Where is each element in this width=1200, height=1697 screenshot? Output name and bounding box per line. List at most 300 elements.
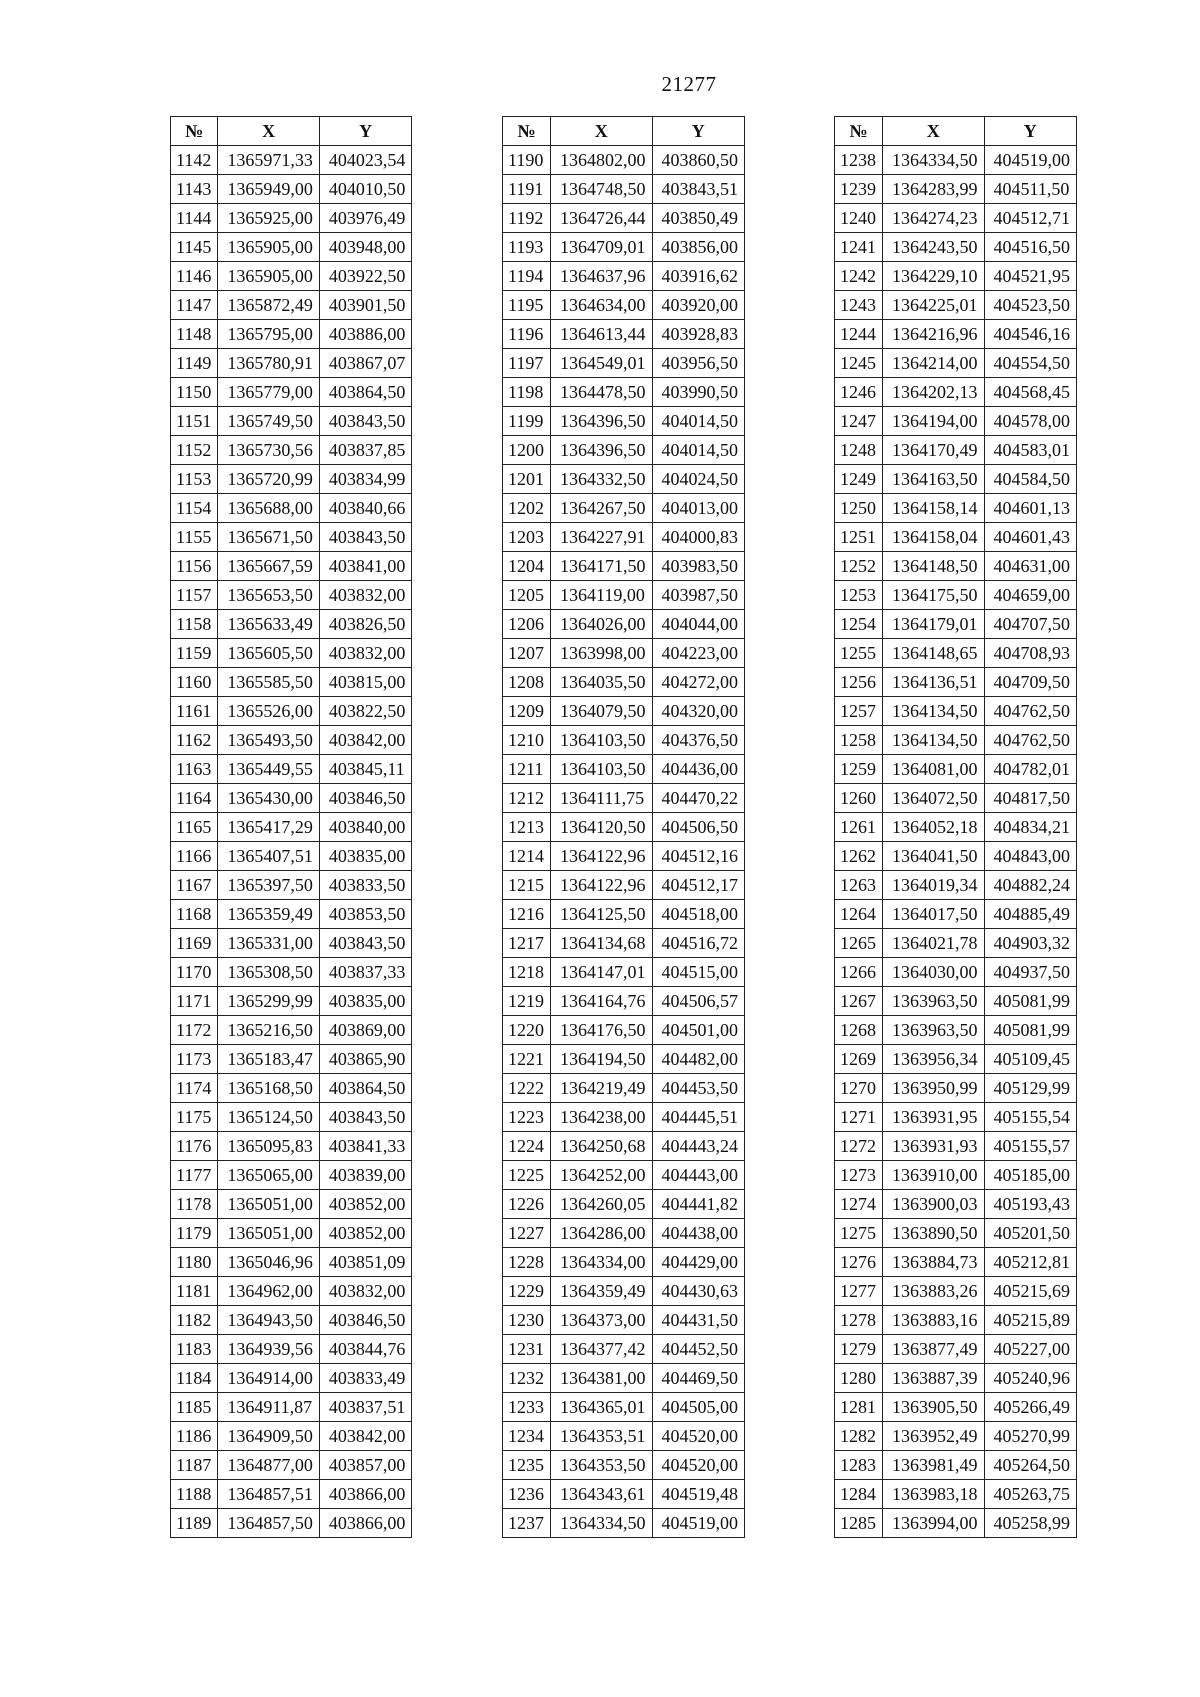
table-row: [171, 1103, 412, 1132]
table-row: [503, 407, 745, 436]
y-coordinate-cell: 405215,89: [984, 1306, 1077, 1335]
x-coordinate-cell: 1364119,00: [551, 581, 653, 610]
point-number-cell: 1233: [503, 1393, 551, 1422]
y-coordinate-cell: 403832,00: [319, 1277, 412, 1306]
table-row: [171, 1335, 412, 1364]
y-coordinate-cell: 403990,50: [652, 378, 745, 407]
x-coordinate-cell: 1363887,39: [883, 1364, 985, 1393]
table-row: [171, 1451, 412, 1480]
table-row: [835, 726, 1077, 755]
y-coordinate-cell: 403916,62: [652, 262, 745, 291]
y-coordinate-cell: 404601,13: [984, 494, 1077, 523]
y-coordinate-cell: 404882,24: [984, 871, 1077, 900]
y-coordinate-cell: 404516,72: [652, 929, 745, 958]
point-number-cell: 1258: [835, 726, 883, 755]
y-coordinate-cell: 404511,50: [984, 175, 1077, 204]
table-row: [835, 552, 1077, 581]
table-row: [835, 813, 1077, 842]
table-row: [503, 1190, 745, 1219]
point-number-cell: 1265: [835, 929, 883, 958]
y-coordinate-cell: 405193,43: [984, 1190, 1077, 1219]
point-number-cell: 1147: [171, 291, 218, 320]
point-number-cell: 1175: [171, 1103, 218, 1132]
x-coordinate-cell: 1364103,50: [551, 755, 653, 784]
point-number-cell: 1285: [835, 1509, 883, 1538]
table-row: [171, 1016, 412, 1045]
table-row: [835, 581, 1077, 610]
table-row: [171, 755, 412, 784]
table-row: [835, 639, 1077, 668]
x-coordinate-cell: 1364122,96: [551, 871, 653, 900]
point-number-cell: 1167: [171, 871, 218, 900]
table-row: [835, 1480, 1077, 1509]
header-x: X: [551, 117, 653, 146]
x-coordinate-cell: 1364225,01: [883, 291, 985, 320]
y-coordinate-cell: 403865,90: [319, 1045, 412, 1074]
y-coordinate-cell: 403857,00: [319, 1451, 412, 1480]
point-number-cell: 1165: [171, 813, 218, 842]
table-row: [171, 1219, 412, 1248]
y-coordinate-cell: 404659,00: [984, 581, 1077, 610]
x-coordinate-cell: 1365925,00: [218, 204, 320, 233]
table-row: [835, 204, 1077, 233]
x-coordinate-cell: 1364334,00: [551, 1248, 653, 1277]
y-coordinate-cell: 404762,50: [984, 726, 1077, 755]
x-coordinate-cell: 1364122,96: [551, 842, 653, 871]
y-coordinate-cell: 404782,01: [984, 755, 1077, 784]
point-number-cell: 1254: [835, 610, 883, 639]
table-row: [503, 813, 745, 842]
y-coordinate-cell: 403841,33: [319, 1132, 412, 1161]
x-coordinate-cell: 1364148,50: [883, 552, 985, 581]
point-number-cell: 1212: [503, 784, 551, 813]
table-row: [171, 929, 412, 958]
point-number-cell: 1282: [835, 1422, 883, 1451]
x-coordinate-cell: 1364021,78: [883, 929, 985, 958]
point-number-cell: 1263: [835, 871, 883, 900]
x-coordinate-cell: 1364179,01: [883, 610, 985, 639]
point-number-cell: 1187: [171, 1451, 218, 1480]
y-coordinate-cell: 403856,00: [652, 233, 745, 262]
y-coordinate-cell: 404376,50: [652, 726, 745, 755]
table-row: [171, 349, 412, 378]
point-number-cell: 1157: [171, 581, 218, 610]
x-coordinate-cell: 1364134,50: [883, 726, 985, 755]
table-row: [171, 175, 412, 204]
table-row: [503, 639, 745, 668]
point-number-cell: 1228: [503, 1248, 551, 1277]
x-coordinate-cell: 1364202,13: [883, 378, 985, 407]
x-coordinate-cell: 1365905,00: [218, 233, 320, 262]
table-row: [835, 1364, 1077, 1393]
table-row: [503, 552, 745, 581]
table-row: [503, 1248, 745, 1277]
y-coordinate-cell: 404445,51: [652, 1103, 745, 1132]
x-coordinate-cell: 1364857,51: [218, 1480, 320, 1509]
table-header-row: [835, 117, 1077, 146]
point-number-cell: 1252: [835, 552, 883, 581]
point-number-cell: 1151: [171, 407, 218, 436]
y-coordinate-cell: 403842,00: [319, 1422, 412, 1451]
point-number-cell: 1182: [171, 1306, 218, 1335]
y-coordinate-cell: 404000,83: [652, 523, 745, 552]
x-coordinate-cell: 1364343,61: [551, 1480, 653, 1509]
table-row: [503, 842, 745, 871]
x-coordinate-cell: 1364081,00: [883, 755, 985, 784]
x-coordinate-cell: 1365359,49: [218, 900, 320, 929]
table-row: [503, 987, 745, 1016]
point-number-cell: 1170: [171, 958, 218, 987]
x-coordinate-cell: 1365526,00: [218, 697, 320, 726]
x-coordinate-cell: 1364072,50: [883, 784, 985, 813]
y-coordinate-cell: 404762,50: [984, 697, 1077, 726]
header-y: Y: [319, 117, 412, 146]
y-coordinate-cell: 403840,00: [319, 813, 412, 842]
y-coordinate-cell: 404441,82: [652, 1190, 745, 1219]
y-coordinate-cell: 403864,50: [319, 378, 412, 407]
x-coordinate-cell: 1364373,00: [551, 1306, 653, 1335]
y-coordinate-cell: 404431,50: [652, 1306, 745, 1335]
y-coordinate-cell: 404516,50: [984, 233, 1077, 262]
y-coordinate-cell: 403864,50: [319, 1074, 412, 1103]
point-number-cell: 1232: [503, 1364, 551, 1393]
table-row: [835, 1074, 1077, 1103]
y-coordinate-cell: 403843,50: [319, 929, 412, 958]
point-number-cell: 1242: [835, 262, 883, 291]
table-row: [503, 204, 745, 233]
table-row: [835, 1016, 1077, 1045]
table-row: [503, 755, 745, 784]
y-coordinate-cell: 404834,21: [984, 813, 1077, 842]
y-coordinate-cell: 403835,00: [319, 987, 412, 1016]
point-number-cell: 1262: [835, 842, 883, 871]
table-row: [171, 465, 412, 494]
y-coordinate-cell: 404469,50: [652, 1364, 745, 1393]
point-number-cell: 1219: [503, 987, 551, 1016]
x-coordinate-cell: 1364214,00: [883, 349, 985, 378]
table-row: [835, 668, 1077, 697]
x-coordinate-cell: 1365949,00: [218, 175, 320, 204]
y-coordinate-cell: 404519,00: [984, 146, 1077, 175]
header-number: №: [835, 117, 883, 146]
table-row: [835, 291, 1077, 320]
x-coordinate-cell: 1364877,00: [218, 1451, 320, 1480]
table-row: [171, 639, 412, 668]
point-number-cell: 1214: [503, 842, 551, 871]
y-coordinate-cell: 405155,54: [984, 1103, 1077, 1132]
table-row: [835, 1132, 1077, 1161]
x-coordinate-cell: 1365397,50: [218, 871, 320, 900]
x-coordinate-cell: 1364136,51: [883, 668, 985, 697]
table-row: [503, 900, 745, 929]
y-coordinate-cell: 403840,66: [319, 494, 412, 523]
x-coordinate-cell: 1364377,42: [551, 1335, 653, 1364]
y-coordinate-cell: 404436,00: [652, 755, 745, 784]
point-number-cell: 1269: [835, 1045, 883, 1074]
x-coordinate-cell: 1364911,87: [218, 1393, 320, 1422]
point-number-cell: 1247: [835, 407, 883, 436]
table-row: [503, 465, 745, 494]
y-coordinate-cell: 404578,00: [984, 407, 1077, 436]
coordinate-table-3: [834, 116, 1077, 1538]
x-coordinate-cell: 1365493,50: [218, 726, 320, 755]
y-coordinate-cell: 403976,49: [319, 204, 412, 233]
table-row: [171, 581, 412, 610]
x-coordinate-cell: 1364158,14: [883, 494, 985, 523]
point-number-cell: 1188: [171, 1480, 218, 1509]
table-row: [171, 1132, 412, 1161]
y-coordinate-cell: 403843,51: [652, 175, 745, 204]
table-row: [835, 320, 1077, 349]
x-coordinate-cell: 1364170,49: [883, 436, 985, 465]
x-coordinate-cell: 1363905,50: [883, 1393, 985, 1422]
y-coordinate-cell: 404453,50: [652, 1074, 745, 1103]
point-number-cell: 1216: [503, 900, 551, 929]
point-number-cell: 1169: [171, 929, 218, 958]
y-coordinate-cell: 405240,96: [984, 1364, 1077, 1393]
table-row: [835, 1422, 1077, 1451]
x-coordinate-cell: 1364194,00: [883, 407, 985, 436]
point-number-cell: 1178: [171, 1190, 218, 1219]
x-coordinate-cell: 1364176,50: [551, 1016, 653, 1045]
y-coordinate-cell: 403901,50: [319, 291, 412, 320]
x-coordinate-cell: 1363963,50: [883, 987, 985, 1016]
table-row: [503, 1161, 745, 1190]
x-coordinate-cell: 1364939,56: [218, 1335, 320, 1364]
point-number-cell: 1221: [503, 1045, 551, 1074]
table-row: [503, 1306, 745, 1335]
table-row: [171, 813, 412, 842]
table-row: [835, 465, 1077, 494]
point-number-cell: 1277: [835, 1277, 883, 1306]
point-number-cell: 1268: [835, 1016, 883, 1045]
table-row: [503, 726, 745, 755]
x-coordinate-cell: 1364079,50: [551, 697, 653, 726]
table-row: [835, 900, 1077, 929]
table-row: [835, 1451, 1077, 1480]
y-coordinate-cell: 404584,50: [984, 465, 1077, 494]
point-number-cell: 1164: [171, 784, 218, 813]
x-coordinate-cell: 1365671,50: [218, 523, 320, 552]
table-row: [503, 958, 745, 987]
table-row: [835, 233, 1077, 262]
x-coordinate-cell: 1364252,00: [551, 1161, 653, 1190]
y-coordinate-cell: 404438,00: [652, 1219, 745, 1248]
y-coordinate-cell: 404014,50: [652, 436, 745, 465]
y-coordinate-cell: 403832,00: [319, 581, 412, 610]
page-number: 21277: [661, 72, 717, 96]
table-row: [503, 291, 745, 320]
table-row: [171, 697, 412, 726]
table-row: [171, 320, 412, 349]
x-coordinate-cell: 1363981,49: [883, 1451, 985, 1480]
x-coordinate-cell: 1363883,26: [883, 1277, 985, 1306]
point-number-cell: 1236: [503, 1480, 551, 1509]
x-coordinate-cell: 1363877,49: [883, 1335, 985, 1364]
table-row: [835, 1277, 1077, 1306]
point-number-cell: 1278: [835, 1306, 883, 1335]
y-coordinate-cell: 404707,50: [984, 610, 1077, 639]
x-coordinate-cell: 1363931,93: [883, 1132, 985, 1161]
point-number-cell: 1245: [835, 349, 883, 378]
x-coordinate-cell: 1364194,50: [551, 1045, 653, 1074]
y-coordinate-cell: 405081,99: [984, 1016, 1077, 1045]
y-coordinate-cell: 403928,83: [652, 320, 745, 349]
point-number-cell: 1234: [503, 1422, 551, 1451]
y-coordinate-cell: 404452,50: [652, 1335, 745, 1364]
x-coordinate-cell: 1364748,50: [551, 175, 653, 204]
y-coordinate-cell: 403860,50: [652, 146, 745, 175]
x-coordinate-cell: 1365688,00: [218, 494, 320, 523]
y-coordinate-cell: 405129,99: [984, 1074, 1077, 1103]
point-number-cell: 1179: [171, 1219, 218, 1248]
table-row: [171, 842, 412, 871]
point-number-cell: 1267: [835, 987, 883, 1016]
header-number: №: [503, 117, 551, 146]
y-coordinate-cell: 405212,81: [984, 1248, 1077, 1277]
point-number-cell: 1259: [835, 755, 883, 784]
point-number-cell: 1153: [171, 465, 218, 494]
x-coordinate-cell: 1364802,00: [551, 146, 653, 175]
point-number-cell: 1279: [835, 1335, 883, 1364]
point-number-cell: 1274: [835, 1190, 883, 1219]
point-number-cell: 1158: [171, 610, 218, 639]
point-number-cell: 1196: [503, 320, 551, 349]
y-coordinate-cell: 405266,49: [984, 1393, 1077, 1422]
table-row: [503, 494, 745, 523]
table-row: [171, 726, 412, 755]
x-coordinate-cell: 1365216,50: [218, 1016, 320, 1045]
x-coordinate-cell: 1365780,91: [218, 349, 320, 378]
y-coordinate-cell: 404568,45: [984, 378, 1077, 407]
header-x: X: [218, 117, 320, 146]
x-coordinate-cell: 1365065,00: [218, 1161, 320, 1190]
x-coordinate-cell: 1364283,99: [883, 175, 985, 204]
point-number-cell: 1240: [835, 204, 883, 233]
y-coordinate-cell: 405258,99: [984, 1509, 1077, 1538]
y-coordinate-cell: 405109,45: [984, 1045, 1077, 1074]
table-row: [835, 407, 1077, 436]
x-coordinate-cell: 1363998,00: [551, 639, 653, 668]
x-coordinate-cell: 1365605,50: [218, 639, 320, 668]
y-coordinate-cell: 404430,63: [652, 1277, 745, 1306]
point-number-cell: 1160: [171, 668, 218, 697]
x-coordinate-cell: 1365749,50: [218, 407, 320, 436]
y-coordinate-cell: 403987,50: [652, 581, 745, 610]
table-row: [835, 958, 1077, 987]
table-row: [835, 1161, 1077, 1190]
point-number-cell: 1260: [835, 784, 883, 813]
x-coordinate-cell: 1364171,50: [551, 552, 653, 581]
point-number-cell: 1218: [503, 958, 551, 987]
y-coordinate-cell: 404631,00: [984, 552, 1077, 581]
point-number-cell: 1222: [503, 1074, 551, 1103]
y-coordinate-cell: 404709,50: [984, 668, 1077, 697]
table-row: [503, 1335, 745, 1364]
table-row: [171, 233, 412, 262]
table-row: [171, 1045, 412, 1074]
point-number-cell: 1163: [171, 755, 218, 784]
y-coordinate-cell: 403956,50: [652, 349, 745, 378]
x-coordinate-cell: 1365779,00: [218, 378, 320, 407]
x-coordinate-cell: 1364381,00: [551, 1364, 653, 1393]
table-row: [503, 320, 745, 349]
x-coordinate-cell: 1364229,10: [883, 262, 985, 291]
y-coordinate-cell: 403834,99: [319, 465, 412, 494]
table-row: [503, 1132, 745, 1161]
x-coordinate-cell: 1364334,50: [883, 146, 985, 175]
point-number-cell: 1243: [835, 291, 883, 320]
y-coordinate-cell: 403837,33: [319, 958, 412, 987]
x-coordinate-cell: 1364026,00: [551, 610, 653, 639]
y-coordinate-cell: 404010,50: [319, 175, 412, 204]
coordinate-table-1: [170, 116, 412, 1538]
point-number-cell: 1197: [503, 349, 551, 378]
y-coordinate-cell: 405215,69: [984, 1277, 1077, 1306]
point-number-cell: 1161: [171, 697, 218, 726]
x-coordinate-cell: 1364613,44: [551, 320, 653, 349]
table-row: [835, 755, 1077, 784]
point-number-cell: 1281: [835, 1393, 883, 1422]
x-coordinate-cell: 1365095,83: [218, 1132, 320, 1161]
x-coordinate-cell: 1364134,68: [551, 929, 653, 958]
table-row: [171, 1393, 412, 1422]
table-row: [835, 1248, 1077, 1277]
x-coordinate-cell: 1364227,91: [551, 523, 653, 552]
x-coordinate-cell: 1364359,49: [551, 1277, 653, 1306]
table-row: [503, 233, 745, 262]
y-coordinate-cell: 404320,00: [652, 697, 745, 726]
x-coordinate-cell: 1365046,96: [218, 1248, 320, 1277]
x-coordinate-cell: 1364041,50: [883, 842, 985, 871]
x-coordinate-cell: 1364019,34: [883, 871, 985, 900]
y-coordinate-cell: 404515,00: [652, 958, 745, 987]
x-coordinate-cell: 1363994,00: [883, 1509, 985, 1538]
table-row: [503, 262, 745, 291]
point-number-cell: 1205: [503, 581, 551, 610]
point-number-cell: 1195: [503, 291, 551, 320]
x-coordinate-cell: 1364332,50: [551, 465, 653, 494]
table-row: [171, 552, 412, 581]
point-number-cell: 1173: [171, 1045, 218, 1074]
point-number-cell: 1191: [503, 175, 551, 204]
point-number-cell: 1155: [171, 523, 218, 552]
table-row: [171, 1364, 412, 1393]
point-number-cell: 1166: [171, 842, 218, 871]
x-coordinate-cell: 1363890,50: [883, 1219, 985, 1248]
table-row: [835, 987, 1077, 1016]
point-number-cell: 1238: [835, 146, 883, 175]
y-coordinate-cell: 404937,50: [984, 958, 1077, 987]
y-coordinate-cell: 403866,00: [319, 1509, 412, 1538]
point-number-cell: 1145: [171, 233, 218, 262]
table-row: [835, 494, 1077, 523]
y-coordinate-cell: 404903,32: [984, 929, 1077, 958]
table-row: [171, 291, 412, 320]
x-coordinate-cell: 1363900,03: [883, 1190, 985, 1219]
table-row: [503, 1219, 745, 1248]
table-row: [835, 610, 1077, 639]
point-number-cell: 1206: [503, 610, 551, 639]
x-coordinate-cell: 1365183,47: [218, 1045, 320, 1074]
x-coordinate-cell: 1364017,50: [883, 900, 985, 929]
point-number-cell: 1181: [171, 1277, 218, 1306]
x-coordinate-cell: 1364857,50: [218, 1509, 320, 1538]
table-row: [835, 1393, 1077, 1422]
point-number-cell: 1149: [171, 349, 218, 378]
y-coordinate-cell: 404519,48: [652, 1480, 745, 1509]
y-coordinate-cell: 404482,00: [652, 1045, 745, 1074]
